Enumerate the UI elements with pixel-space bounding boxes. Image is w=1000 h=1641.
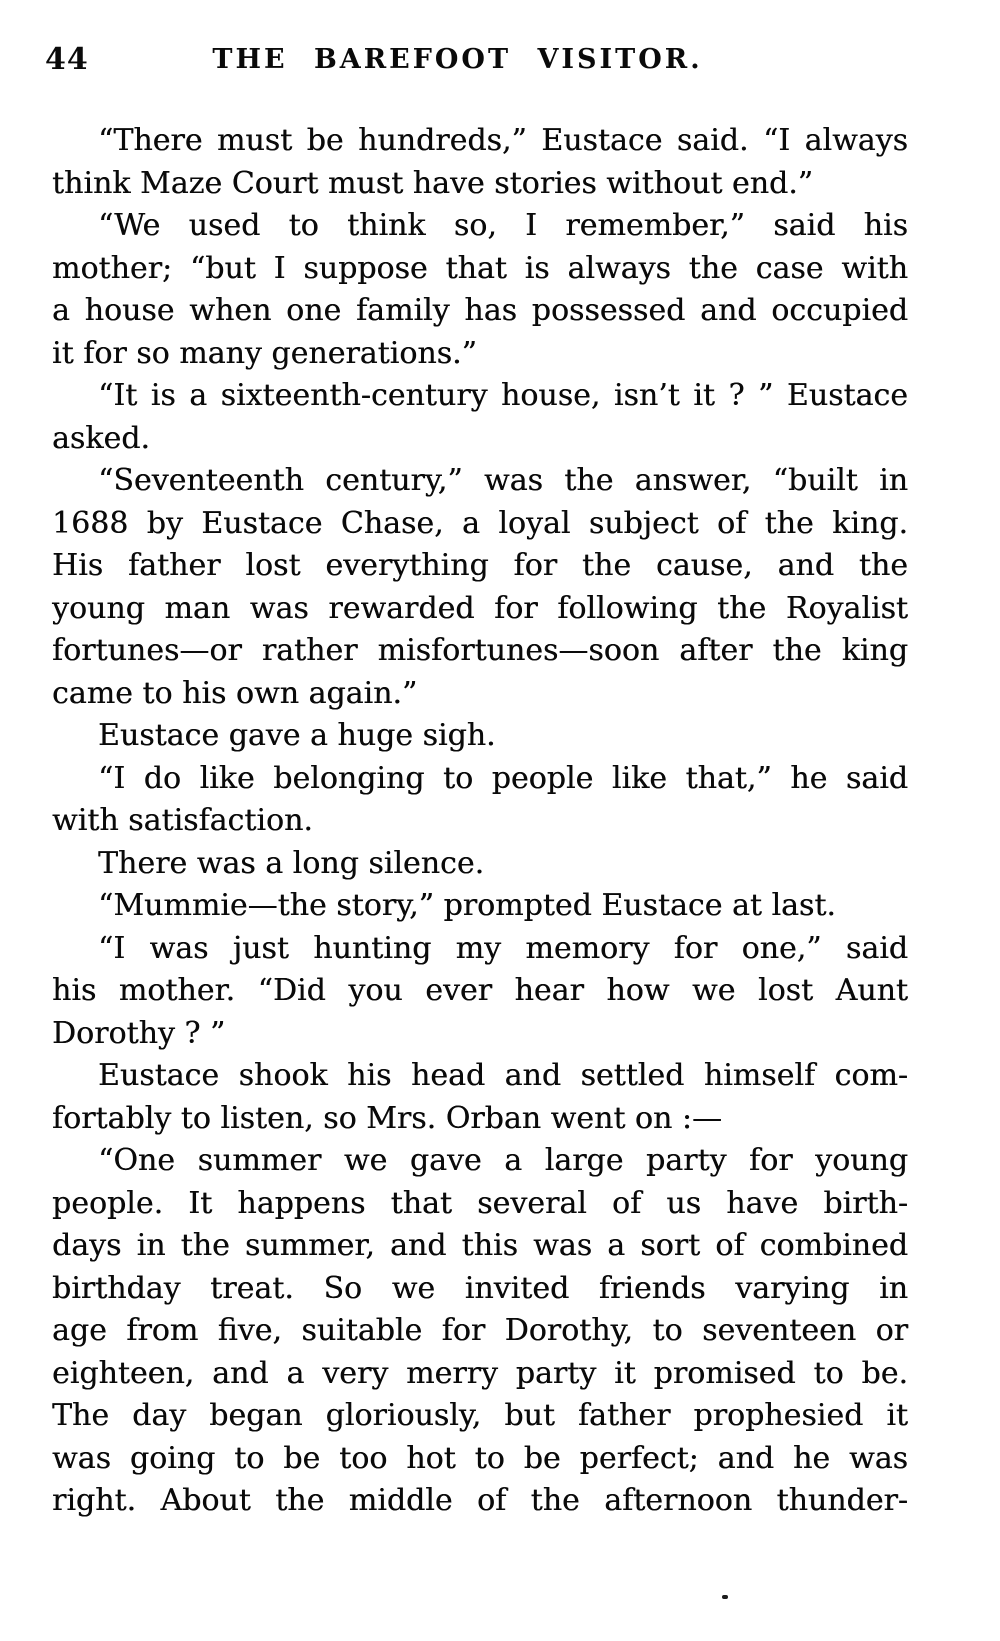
paragraph	[52, 715, 908, 758]
paragraph	[52, 120, 908, 205]
text-line: 1688 by Eustace Chase, a loyal subject of the king.	[52, 505, 908, 541]
text-line: “Mummie—the story,” prompted Eustace at last.	[98, 888, 836, 923]
text-line: mother; “but I suppose that is always the case with	[52, 250, 908, 286]
text-line: “There must be hundreds,” Eustace said. “I always	[98, 123, 908, 158]
text-line: a house when one family has possessed and occupied	[52, 293, 908, 328]
text-line: think Maze Court must have stories without end.”	[52, 165, 814, 201]
text-line: Eustace gave a huge sigh.	[98, 718, 496, 753]
paragraph	[52, 375, 908, 460]
page-header	[45, 42, 910, 82]
paragraph	[52, 1055, 908, 1140]
ink-speck	[722, 1595, 728, 1599]
text-line: The day began gloriously, but father prophesied it	[52, 1398, 908, 1433]
text-line: “Seventeenth century,” was the answer, “built in	[98, 463, 908, 498]
text-line: birthday treat. So we invited friends varying in	[52, 1270, 908, 1306]
text-line: “One summer we gave a large party for young	[98, 1143, 908, 1178]
text-line: “It is a sixteenth-century house, isn’t it ? ” Eustace	[98, 378, 908, 413]
text-line: fortably to listen, so Mrs. Orban went on :—	[52, 1100, 722, 1136]
text-line: fortunes—or rather misfortunes—soon after the king	[52, 633, 908, 668]
paragraph	[52, 885, 908, 928]
text-line: Eustace shook his head and settled himself com-	[98, 1058, 908, 1093]
text-line: days in the summer, and this was a sort of combined	[52, 1228, 908, 1263]
text-line: “I was just hunting my memory for one,” said	[98, 930, 908, 966]
text-line: came to his own again.”	[52, 675, 418, 711]
paragraph	[52, 460, 908, 715]
text-line: was going to be too hot to be perfect; and he was	[52, 1440, 908, 1476]
body-text	[52, 120, 908, 1523]
text-line: it for so many generations.”	[52, 335, 477, 371]
text-line: age from five, suitable for Dorothy, to seventeen or	[52, 1313, 908, 1348]
text-line: his mother. “Did you ever hear how we lost Aunt	[52, 973, 908, 1008]
paragraph	[52, 205, 908, 375]
text-line: “We used to think so, I remember,” said his	[98, 208, 908, 243]
text-line: His father lost everything for the cause, and the	[52, 548, 908, 583]
text-line: right. About the middle of the afternoon thunder-	[52, 1483, 908, 1518]
text-line: asked.	[52, 420, 150, 456]
paragraph	[52, 758, 908, 843]
text-line: with satisfaction.	[52, 803, 313, 838]
text-line: Dorothy ? ”	[52, 1015, 226, 1051]
running-title: THE BAREFOOT VISITOR.	[212, 44, 703, 75]
paragraph	[52, 928, 908, 1056]
paragraph	[52, 843, 908, 886]
page-number: 44	[45, 42, 89, 77]
text-line: “I do like belonging to people like that,” he said	[98, 760, 908, 796]
paragraph	[52, 1140, 908, 1523]
text-line: people. It happens that several of us have birth-	[52, 1185, 908, 1221]
text-line: There was a long silence.	[98, 845, 485, 881]
text-line: young man was rewarded for following the Royalist	[52, 590, 908, 626]
text-line: eighteen, and a very merry party it promised to be.	[52, 1355, 908, 1391]
